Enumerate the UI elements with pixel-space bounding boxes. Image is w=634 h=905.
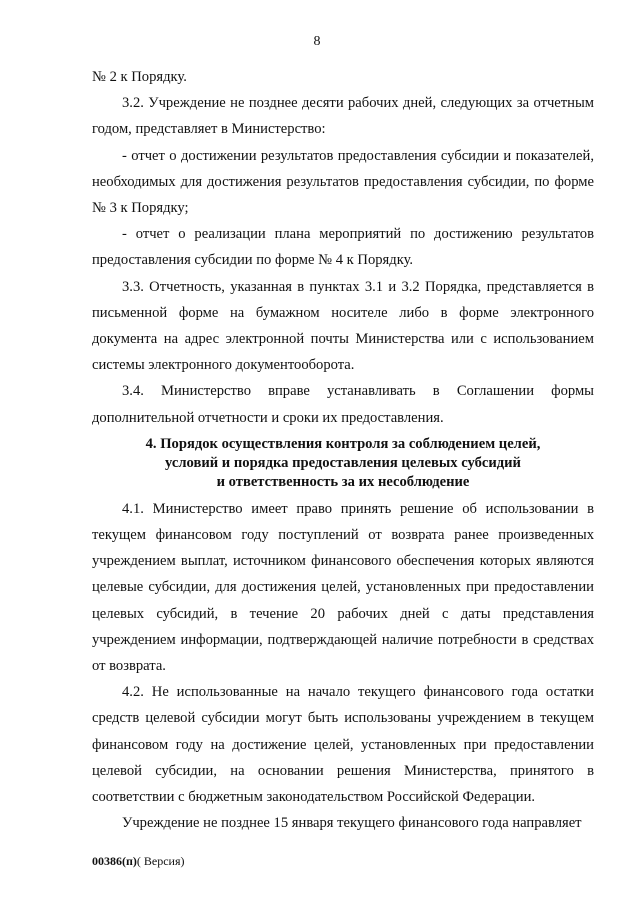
document-body bbox=[92, 64, 594, 836]
section-heading-line: и ответственность за их несоблюдение bbox=[216, 473, 470, 490]
list-item-report-plan: - отчет о реализации плана мероприятий по достижению результатов предоставления субсидии по форме № 4 к Порядку. bbox=[92, 226, 594, 269]
section-4-heading bbox=[92, 435, 594, 492]
paragraph-4-2: 4.2. Не использованные на начало текущего финансового года остатки средств целевой субсидии могут быть использованы учреждением в текущем финансовом году на достижение целей, установленных при предоставлении целевой субсидии, на основании решения Министерства, принятого в соответствии с бюджетным законодательством Российской Федерации. bbox=[92, 684, 594, 806]
footer-version: ( Версия) bbox=[136, 854, 185, 868]
section-heading-line: условий и порядка предоставления целевых субсидий bbox=[165, 454, 521, 471]
section-heading-line: 4. Порядок осуществления контроля за соблюдением целей, bbox=[145, 435, 541, 452]
paragraph-3-2: 3.2. Учреждение не позднее десяти рабочих дней, следующих за отчетным годом, представляет в Министерство: bbox=[92, 95, 594, 138]
document-footer bbox=[92, 854, 185, 869]
paragraph-continuation: № 2 к Порядку. bbox=[92, 69, 187, 85]
paragraph-4-1: 4.1. Министерство имеет право принять решение об использовании в текущем финансовом году поступлений от возврата ранее произведенных учреждением выплат, источником финансового обеспечения которых являются целевые субсидии, для достижения целей, установленных при предоставлении целевых субсидий, в течение 20 рабочих дней с даты представления учреждением информации, подтверждающей наличие потребности в средствах от возврата. bbox=[92, 500, 594, 675]
list-item-report-results: - отчет о достижении результатов предоставления субсидии и показателей, необходимых для достижения результатов предоставления субсидии, по форме № 3 к Порядку; bbox=[92, 147, 594, 217]
footer-code: 00386(п) bbox=[92, 854, 137, 868]
paragraph-3-3: 3.3. Отчетность, указанная в пунктах 3.1 и 3.2 Порядка, представляется в письменной форме на бумажном носителе либо в форме электронного документа на адрес электронной почты Министерства или с использованием системы электронного документооборота. bbox=[92, 278, 594, 374]
page-number: 8 bbox=[313, 34, 321, 49]
paragraph-final: Учреждение не позднее 15 января текущего финансового года направляет bbox=[122, 815, 582, 832]
paragraph-3-4: 3.4. Министерство вправе устанавливать в Соглашении формы дополнительной отчетности и сроки их предоставления. bbox=[92, 383, 594, 426]
